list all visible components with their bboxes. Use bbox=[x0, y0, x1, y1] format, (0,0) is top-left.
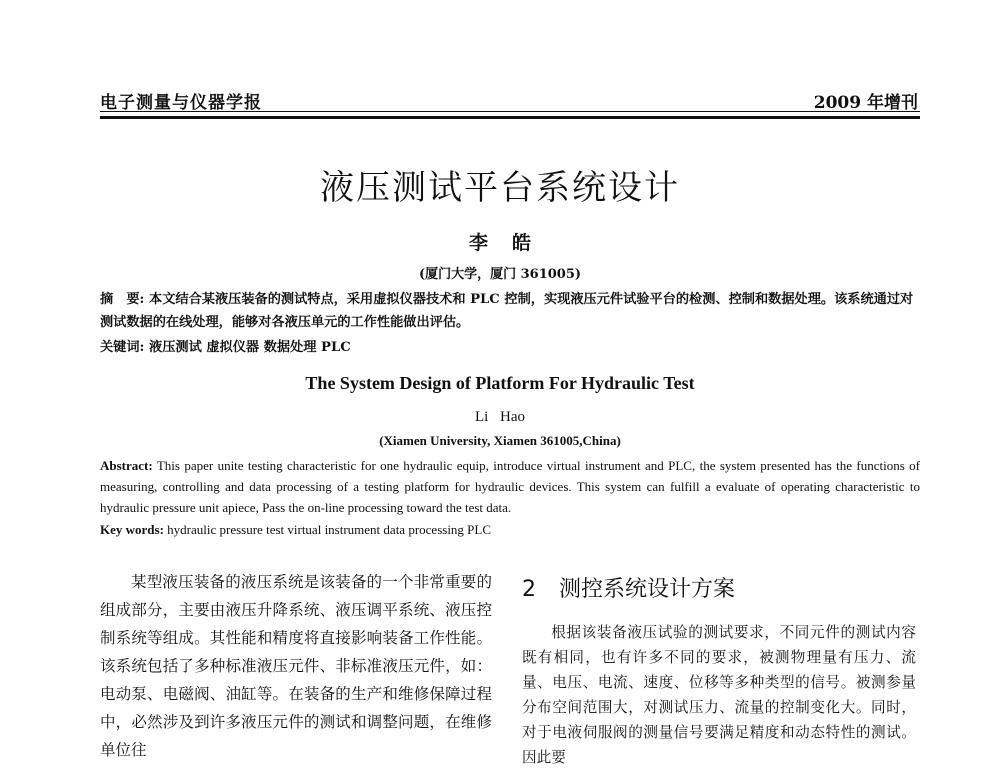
abstract-en-text: This paper unite testing characteristic for one hydraulic equip, introduce virtual instrument and PLC, the system presented has the functions of measuring, controlling and data processing of a testing platform for hydraulic devices. This system can fulfill a evaluate of operating characteristic to hydraulic pressure unit apiece, Pass the on-line processing toward the test data. bbox=[100, 458, 921, 515]
keywords-cn bbox=[100, 336, 920, 359]
section-heading bbox=[522, 572, 735, 603]
body-right-paragraph: 根据该装备液压试验的测试要求，不同元件的测试内容既有相同，也有许多不同的要求，被测物理量有压力、流量、电压、电流、速度、位移等多种类型的信号。被测参量分布空间范围大，对测试压力、流量的控制变化大。同时，对于电液伺服阀的测量信号要满足精度和动态特性的测试。因此要 bbox=[522, 624, 916, 766]
keywords-en bbox=[100, 519, 920, 540]
header-rule-thick bbox=[100, 116, 920, 119]
paper-title-en: The System Design of Platform For Hydraulic Test bbox=[305, 373, 695, 393]
body-column-left bbox=[100, 568, 492, 764]
body-left-paragraph: 某型液压装备的液压系统是该装备的一个非常重要的组成部分，主要由液压升降系统、液压调平系统、液压控制系统等组成。其性能和精度将直接影响装备工作性能。该系统包括了多种标准液压元件、非标准液压元件，如：电动泵、电磁阀、油缸等。在装备的生产和维修保障过程中，必然涉及到许多液压元件的测试和调整问题，在维修单位往 bbox=[100, 573, 492, 759]
paper-title-cn: 液压测试平台系统设计 bbox=[320, 168, 680, 208]
journal-name: 电子测量与仪器学报 bbox=[100, 93, 262, 113]
affiliation-cn: (厦门大学，厦门 361005) bbox=[418, 267, 582, 282]
keywords-cn-text: 液压测试 虚拟仪器 数据处理 PLC bbox=[149, 340, 351, 355]
abstract-cn-text: 本文结合某液压装备的测试特点，采用虚拟仪器技术和 PLC 控制，实现液压元件试验平台的检测、控制和数据处理。该系统通过对测试数据的在线处理，能够对各液压单元的工作性能做出评估。 bbox=[100, 292, 914, 330]
section-title: 测控系统设计方案 bbox=[559, 577, 736, 602]
author-en: Li Hao bbox=[474, 409, 526, 425]
affiliation-en: (Xiamen University, Xiamen 361005,China) bbox=[379, 433, 621, 448]
abstract-en bbox=[100, 455, 920, 518]
keywords-en-label: Key words: bbox=[100, 522, 164, 537]
body-column-right bbox=[522, 620, 916, 770]
section-number: 2 bbox=[522, 577, 536, 602]
keywords-en-text: hydraulic pressure test virtual instrument data processing PLC bbox=[167, 522, 492, 537]
abstract-cn bbox=[100, 288, 920, 334]
keywords-cn-label: 关键词: bbox=[100, 340, 145, 355]
abstract-en-label: Abstract: bbox=[100, 458, 153, 473]
abstract-cn-label: 摘 要: bbox=[100, 292, 145, 307]
journal-issue: 2009 年增刊 bbox=[813, 93, 918, 113]
author-cn: 李皓 bbox=[468, 232, 555, 254]
header-rule-thin bbox=[100, 111, 920, 112]
